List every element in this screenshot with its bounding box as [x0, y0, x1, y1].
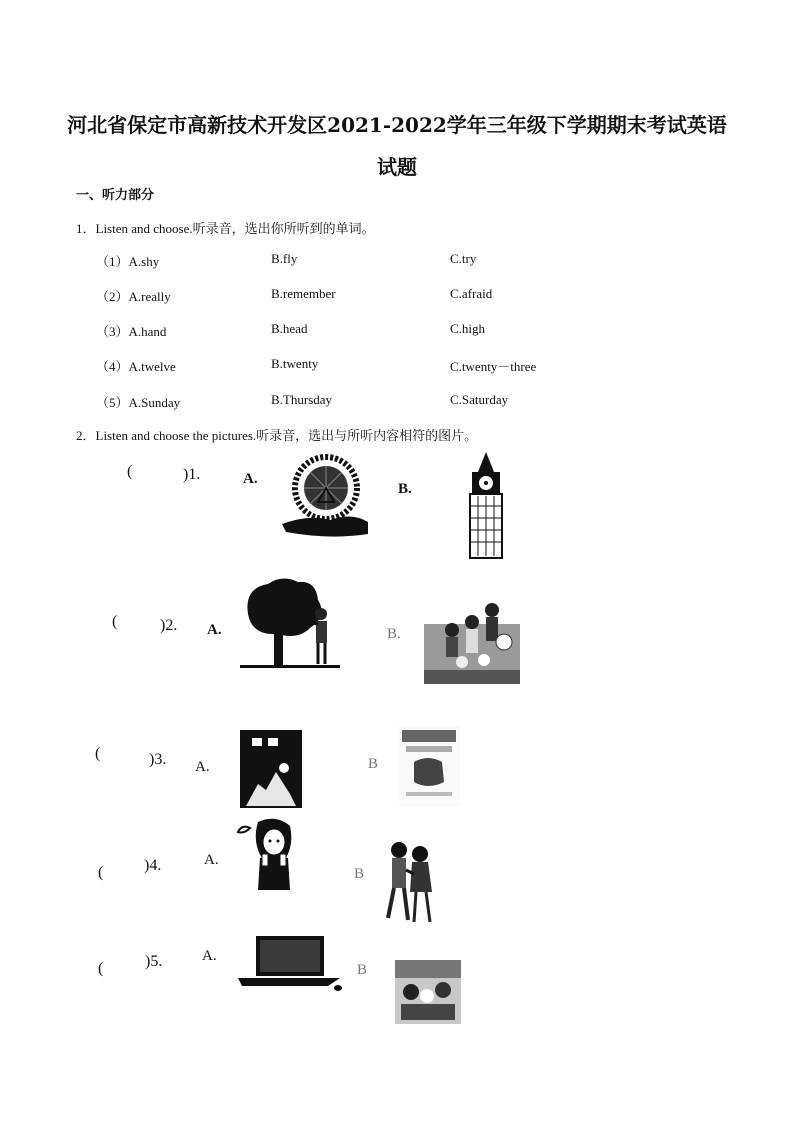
- option-a-label-5: A.: [202, 948, 217, 964]
- q1-option-3b: B.head: [271, 321, 308, 336]
- answer-paren-close-5: )5.: [145, 953, 163, 970]
- book-cover-picture: [238, 728, 304, 810]
- q1-option-2c: C.afraid: [450, 286, 493, 301]
- option-b-label-1: B.: [398, 481, 412, 497]
- q1-option-3a: （3）A.hand: [96, 324, 167, 339]
- section-heading: 一、听力部分: [76, 188, 155, 203]
- title-line-1: 河北省保定市高新技术开发区2021-2022学年三年级下学期期末考试英语: [67, 113, 727, 137]
- option-b-label-2: B.: [387, 626, 401, 642]
- option-b-label-3: B: [368, 756, 379, 772]
- question-2-prompt: 2．Listen and choose the pictures.听录音，选出与所听内容相符的图片。: [76, 428, 478, 443]
- q1-option-5c: C.Saturday: [450, 392, 509, 407]
- page-title: [60, 104, 734, 188]
- family-picnic-picture: [422, 600, 522, 686]
- q1-option-4b: B.twenty: [271, 356, 319, 371]
- answer-paren-open-4: (: [98, 864, 104, 881]
- tree-and-boy-picture: [238, 574, 342, 674]
- title-line-2: 试题: [377, 155, 417, 179]
- answer-paren-close-4: )4.: [144, 857, 162, 874]
- answer-paren-open-2: (: [112, 613, 118, 630]
- option-a-label-3: A.: [195, 759, 210, 775]
- answer-paren-open-5: (: [98, 960, 104, 977]
- answer-paren-close-3: )3.: [149, 751, 167, 768]
- q1-option-5b: B.Thursday: [271, 392, 333, 407]
- clock-tower-picture: [464, 450, 508, 560]
- q1-option-1c: C.try: [450, 251, 477, 266]
- worried-girl-picture: [232, 814, 302, 894]
- q1-option-3c: C.high: [450, 321, 486, 336]
- q1-option-4c: C.twenty－three: [450, 359, 537, 374]
- answer-paren-open-3: (: [95, 745, 101, 762]
- q1-option-1a: （1）A.shy: [96, 254, 160, 269]
- photo-picture: [393, 958, 463, 1026]
- q1-option-1b: B.fly: [271, 251, 298, 266]
- q1-option-2b: B.remember: [271, 286, 336, 301]
- laptop-picture: [236, 934, 348, 992]
- answer-paren-close-2: )2.: [160, 617, 178, 634]
- answer-paren-open-1: (: [127, 463, 133, 480]
- option-a-label-1: A.: [243, 471, 258, 487]
- option-a-label-4: A.: [204, 852, 219, 868]
- question-1-prompt: 1．Listen and choose.听录音，选出你所听到的单词。: [76, 221, 375, 236]
- option-a-label-2: A.: [207, 622, 222, 638]
- option-b-label-5: B: [357, 962, 368, 978]
- book-cover-faded-picture: [396, 724, 462, 808]
- q1-option-5a: （5）A.Sunday: [96, 395, 181, 410]
- answer-paren-close-1: )1.: [183, 466, 201, 483]
- q1-option-4a: （4）A.twelve: [96, 359, 176, 374]
- ferris-wheel-picture: [280, 450, 372, 542]
- q1-option-2a: （2）A.really: [96, 289, 171, 304]
- walking-couple-picture: [382, 840, 440, 930]
- option-b-label-4: B: [354, 866, 365, 882]
